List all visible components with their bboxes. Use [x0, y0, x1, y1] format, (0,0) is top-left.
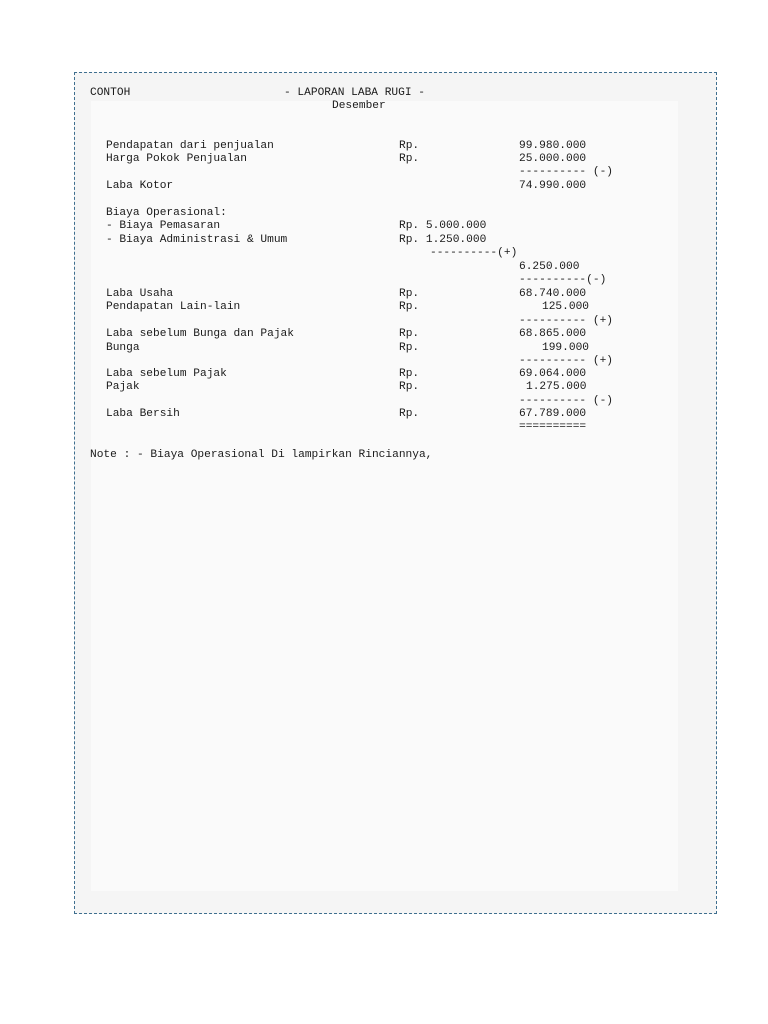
rp-label: Rp.: [399, 153, 420, 165]
rp-label: Rp.: [399, 301, 420, 313]
row-value-lsp: 69.064.000: [519, 368, 587, 380]
row-value-administrasi: Rp. 1.250.000: [399, 234, 487, 246]
row-label-lsp: Laba sebelum Pajak: [106, 368, 227, 380]
row-label-laba-bersih: Laba Bersih: [106, 408, 180, 420]
separator-plus: ---------- (+): [519, 355, 613, 367]
row-value-laba-bersih: 67.789.000: [519, 408, 587, 420]
report-title: - LAPORAN LABA RUGI -: [284, 87, 425, 99]
row-label-hpp: Harga Pokok Penjualan: [106, 153, 247, 165]
row-value-lsbp: 68.865.000: [519, 328, 587, 340]
rp-label: Rp.: [399, 288, 420, 300]
row-value-laba-usaha: 68.740.000: [519, 288, 587, 300]
row-label-laba-kotor: Laba Kotor: [106, 180, 174, 192]
section-label-biaya-operasional: Biaya Operasional:: [106, 207, 227, 219]
rp-label: Rp.: [399, 381, 420, 393]
row-label-lsbp: Laba sebelum Bunga dan Pajak: [106, 328, 294, 340]
row-value-lain-lain: 125.000: [542, 301, 589, 313]
row-value-pemasaran: Rp. 5.000.000: [399, 220, 487, 232]
row-value-total-biaya: 6.250.000: [519, 261, 580, 273]
rp-label: Rp.: [399, 408, 420, 420]
row-label-administrasi: - Biaya Administrasi & Umum: [106, 234, 288, 246]
row-value-pendapatan: 99.980.000: [519, 140, 587, 152]
rp-label: Rp.: [399, 368, 420, 380]
rp-label: Rp.: [399, 140, 420, 152]
contoh-label: CONTOH: [90, 87, 131, 99]
report-period: Desember: [332, 100, 386, 112]
row-value-pajak: 1.275.000: [526, 381, 587, 393]
separator-minus: ---------- (-): [519, 166, 613, 178]
row-value-hpp: 25.000.000: [519, 153, 587, 165]
row-label-pajak: Pajak: [106, 381, 140, 393]
row-value-laba-kotor: 74.990.000: [519, 180, 587, 192]
separator-plus-sub: ----------(+): [430, 247, 518, 259]
double-underline: ==========: [519, 421, 587, 433]
row-value-bunga: 199.000: [542, 342, 589, 354]
row-label-bunga: Bunga: [106, 342, 140, 354]
row-label-pendapatan: Pendapatan dari penjualan: [106, 140, 274, 152]
row-label-laba-usaha: Laba Usaha: [106, 288, 174, 300]
rp-label: Rp.: [399, 342, 420, 354]
footnote: Note : - Biaya Operasional Di lampirkan Rinciannya,: [90, 449, 433, 461]
row-label-pemasaran: - Biaya Pemasaran: [106, 220, 221, 232]
separator-plus: ---------- (+): [519, 315, 613, 327]
separator-minus: ----------(-): [519, 274, 607, 286]
separator-minus: ---------- (-): [519, 395, 613, 407]
row-label-lain-lain: Pendapatan Lain-lain: [106, 301, 241, 313]
document-page: [74, 72, 717, 914]
rp-label: Rp.: [399, 328, 420, 340]
